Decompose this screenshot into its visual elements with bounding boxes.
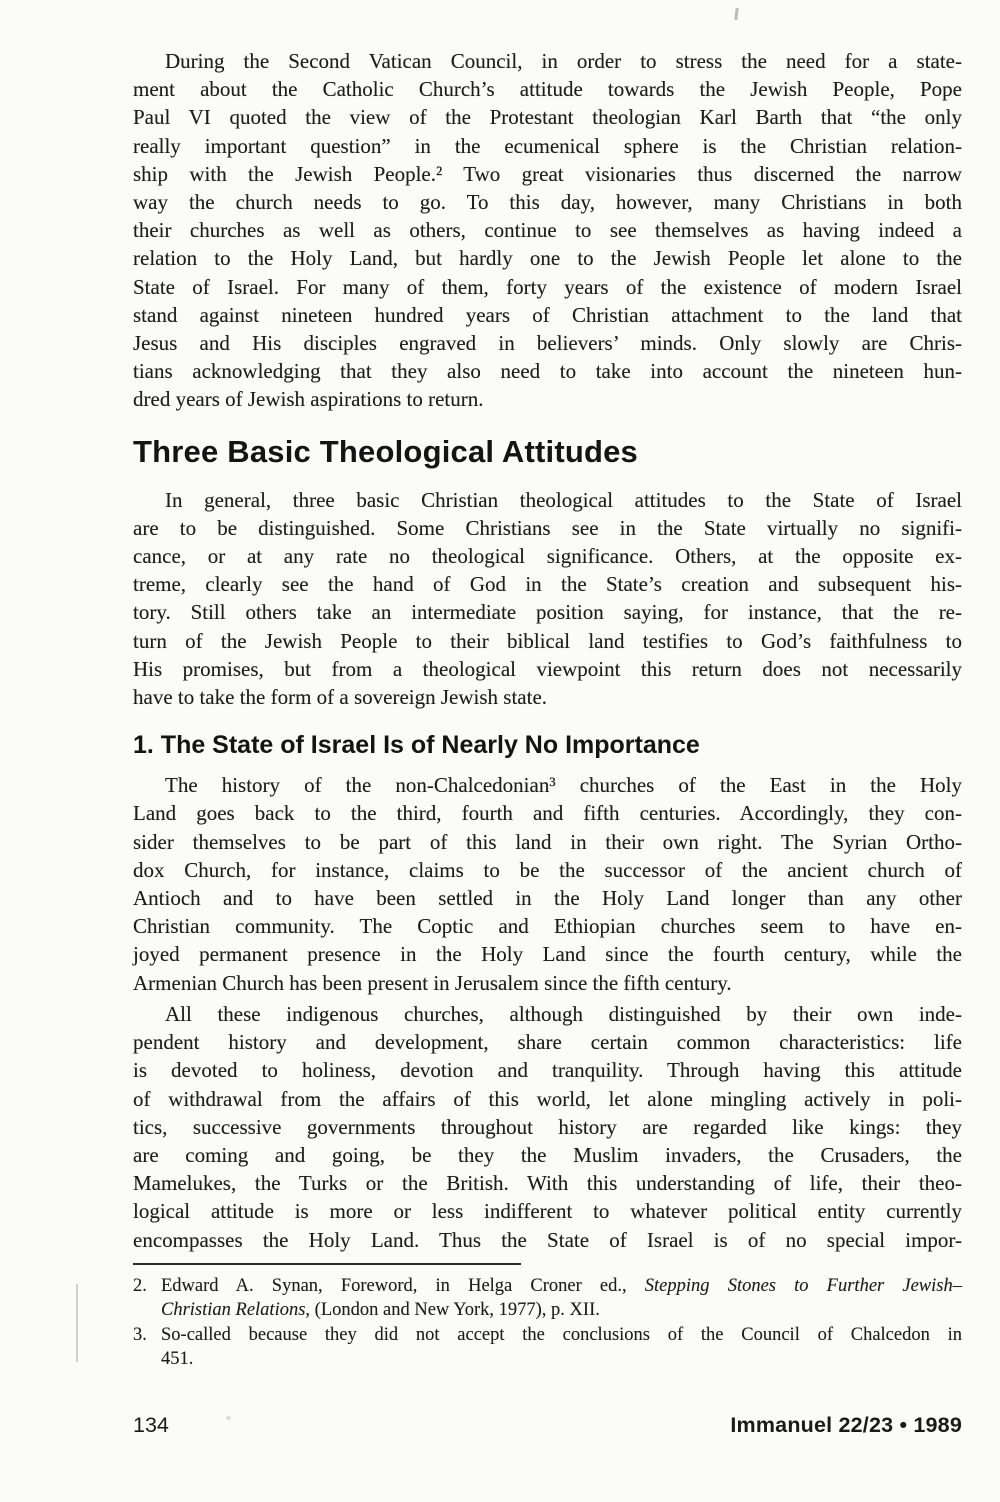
- text-line: relation to the Holy Land, but hardly one to the Jewish People let alone to the: [133, 246, 962, 271]
- text-line: sider themselves to be part of this land in their own right. The Syrian Ortho-: [133, 829, 962, 854]
- text-line: tics, successive governments throughout history are regarded like kings: they: [133, 1114, 962, 1139]
- text-line: Land goes back to the third, fourth and fifth centuries. Accordingly, they con-: [133, 801, 962, 826]
- text-line: Christian community. The Coptic and Ethiopian churches seem to have en-: [133, 914, 962, 939]
- footnote-text: , (London and New York, 1977), p. XII.: [305, 1300, 600, 1321]
- text-line: ship with the Jewish People.² Two great visionaries thus discerned the narrow: [133, 161, 962, 186]
- text-line: During the Second Vatican Council, in order to stress the need for a state-: [165, 49, 962, 73]
- text-line: pendent history and development, share certain common characteristics: life: [133, 1030, 962, 1055]
- footnote-line: [161, 1347, 962, 1372]
- text-line: turn of the Jewish People to their biblical land testifies to God’s faithfulness to: [133, 628, 962, 653]
- footnote-text: Edward A. Synan, Foreword, in Helga Croner ed.,: [161, 1275, 645, 1296]
- text-line: Paul VI quoted the view of the Protestant theologian Karl Barth that “the only: [133, 105, 962, 130]
- text-column: [133, 47, 962, 1438]
- text-line: All these indigenous churches, although distinguished by their own inde-: [165, 1001, 962, 1026]
- footnote-separator-rule: [133, 1263, 521, 1265]
- paragraph-2: [133, 486, 962, 712]
- footnote-text: So-called because they did not accept the conclusions of the Council of Chalcedon in: [161, 1324, 962, 1345]
- footnote: [133, 1323, 962, 1372]
- text-line: are to be distinguished. Some Christians see in the State virtually no signifi-: [133, 515, 962, 540]
- scan-artifact-dash: [734, 8, 738, 20]
- text-line: really important question” in the ecumenical sphere is the Christian relation-: [133, 133, 962, 158]
- text-line: State of Israel. For many of them, forty years of the existence of modern Israel: [133, 274, 962, 299]
- page-number: 134: [133, 1412, 169, 1437]
- text-line: stand against nineteen hundred years of Christian attachment to the land that: [133, 302, 962, 327]
- footnote: [133, 1274, 962, 1323]
- footnote-number: 3.: [133, 1324, 147, 1345]
- footnote-title-italic: Christian Relations: [161, 1300, 306, 1321]
- text-line: way the church needs to go. To this day, however, many Christians in both: [133, 190, 962, 215]
- footnotes-section: [133, 1274, 962, 1372]
- paragraph-1: [133, 47, 962, 414]
- text-line: His promises, but from a theological viewpoint this return does not necessarily: [133, 656, 962, 681]
- text-line: Antioch and to have been settled in the Holy Land longer than any other: [133, 886, 962, 911]
- text-line: cance, or at any rate no theological significance. Others, at the opposite ex-: [133, 544, 962, 569]
- text-line: ment about the Catholic Church’s attitude towards the Jewish People, Pope: [133, 77, 962, 102]
- text-line: treme, clearly see the hand of God in the State’s creation and subsequent his-: [133, 572, 962, 597]
- text-line: dox Church, for instance, claims to be the successor of the ancient church of: [133, 857, 962, 882]
- text-line: have to take the form of a sovereign Jewish state.: [133, 685, 548, 710]
- scan-artifact-line: [76, 1284, 78, 1362]
- text-line: dred years of Jewish aspirations to return.: [133, 387, 484, 412]
- subsection-heading: 1. The State of Israel Is of Nearly No Importance: [133, 731, 700, 760]
- footnote-number: 2.: [133, 1275, 147, 1296]
- text-line: their churches as well as others, continue to see themselves as having indeed a: [133, 218, 962, 243]
- journal-issue-label: Immanuel 22/23 • 1989: [730, 1412, 962, 1437]
- footnote-line: [161, 1274, 962, 1299]
- text-line: Mamelukes, the Turks or the British. With this understanding of life, their theo-: [133, 1171, 962, 1196]
- text-line: logical attitude is more or less indifferent to whatever political entity currently: [133, 1199, 962, 1224]
- text-line: tory. Still others take an intermediate position saying, for instance, that the re-: [133, 600, 962, 625]
- footnote-title-italic: Stepping Stones to Further Jewish–: [644, 1275, 962, 1296]
- paragraph-4: [133, 1000, 962, 1254]
- text-line: joyed permanent presence in the Holy Land since the fourth century, while the: [133, 942, 962, 967]
- text-line: encompasses the Holy Land. Thus the State of Israel is of no special impor-: [133, 1227, 962, 1252]
- footnote-line: [161, 1298, 962, 1323]
- text-line: are coming and going, be they the Muslim invaders, the Crusaders, the: [133, 1142, 962, 1167]
- text-line: is devoted to holiness, devotion and tranquility. Through having this attitude: [133, 1058, 962, 1083]
- text-line: The history of the non-Chalcedonian³ churches of the East in the Holy: [165, 773, 962, 798]
- paragraph-3: [133, 771, 962, 997]
- text-line: In general, three basic Christian theological attitudes to the State of Israel: [165, 487, 962, 512]
- text-line: of withdrawal from the affairs of this world, let alone mingling actively in poli-: [133, 1086, 962, 1111]
- section-heading: Three Basic Theological Attitudes: [133, 433, 638, 469]
- text-line: tians acknowledging that they also need to take into account the nineteen hun-: [133, 359, 962, 384]
- footnote-line: [161, 1323, 962, 1348]
- text-line: Jesus and His disciples engraved in believers’ minds. Only slowly are Chris-: [133, 331, 962, 356]
- footnote-text: 451.: [161, 1349, 194, 1370]
- page-footer: [133, 1413, 962, 1438]
- text-line: Armenian Church has been present in Jerusalem since the fifth century.: [133, 970, 732, 995]
